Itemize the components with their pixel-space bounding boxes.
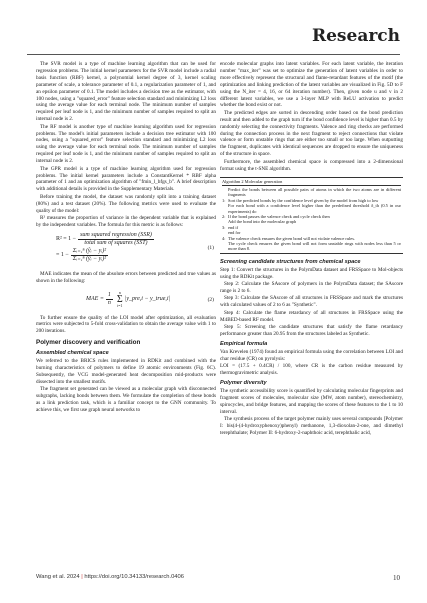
- paragraph-mae: MAE indicates the mean of the absolute errors between predicted and true values as shown in the following:: [36, 270, 216, 284]
- right-column: [220, 61, 403, 437]
- eq1-numerator2: Σᵢ₌₁ⁿ (ŷᵢ − yᵢ)²: [72, 248, 107, 255]
- eq1-denominator: total sum of squares (SST): [84, 240, 148, 247]
- left-column: [36, 61, 216, 414]
- eq2-body: |y_pre,i − y_true,i|: [124, 296, 171, 303]
- paragraph-tsne: Furthermore, the assembled chemical space is compressed into a 2-dimensional format using the t-SNE algorithm.: [220, 158, 403, 172]
- paragraph-sascore: The synthetic accessibility score is quantified by calculating molecular fingerprints and fragment scores of molecules, molecular size (MW, atom number), stereochemistry, spirocycles, and bridge features, and mapping the scores of these features to the 1 to 10 interval.: [220, 387, 403, 415]
- algo-line-number: 4:: [222, 235, 226, 241]
- eq1-numerator: sum squared regression (SSR): [80, 232, 152, 239]
- journal-name: Research: [311, 26, 400, 46]
- page-footer: [36, 574, 400, 586]
- footer-citation: [36, 574, 184, 580]
- footer-separator: |: [81, 574, 83, 580]
- page-number: 10: [393, 574, 400, 582]
- paragraph-gpr: The GPR model is a type of machine learning algorithm used for regression problems. The initial kernel parameters include a ConstantKernel * RBF alpha parameter of 1 and an optimization algorithm of "fmin_l_bfgs_b". A brief description with additional details is provided in the Supplementary Materials.: [36, 165, 216, 193]
- paragraph-cross-validation: To further ensure the quality of the LOI model after optimization, all evaluation metrics were subjected to 5-fold cross-validation to obtain the average value with 1 to 200 iterations.: [36, 314, 216, 335]
- eq2-fraction: [106, 292, 113, 307]
- algo-line: If the bond passes the valence check and cycle check then: [228, 213, 330, 219]
- paragraph-r2: R² measures the proportion of variance in the dependent variable that is explained by the independent variables. The formula for this metric is as follows:: [36, 214, 216, 228]
- sigma-icon: Σ: [116, 294, 123, 306]
- paragraph-fragment: The fragment set generated can be viewed as a molecular graph with disconnected subgraphs, lacking bonds between them. We formulate the completion of these bonds as a link prediction task, which is a familiar concept to the GNN community. To achieve this, we first use graph neural networks to: [36, 385, 216, 413]
- heading-polymer-diversity: Polymer diversity: [220, 379, 267, 386]
- heading-assembled-space: Assembled chemical space: [36, 349, 109, 356]
- step-4: Step 4: Calculate the flame retardancy of all structures in FRSSpace using the M4BED-based RF model.: [220, 309, 403, 323]
- eq2-lhs: MAE =: [86, 296, 104, 303]
- page-header: [27, 20, 400, 60]
- algo-line: For each bond with a confidence level higher than the predefined threshold δ_th (0.5 in our experiments) do: [228, 203, 401, 214]
- algo-line: end for: [228, 230, 241, 236]
- eq1-fraction2: [71, 248, 108, 263]
- eq2-sum: [117, 291, 123, 308]
- equation-r2: [36, 233, 216, 267]
- heading-empirical-formula: Empirical formula: [220, 340, 268, 347]
- step-3: Step 3: Calculate the SAscore of all structures in FRSSpace and mark the structures with calculated values of 2 to 6 as "Synthetic".: [220, 295, 403, 309]
- equation-number-2: (2): [207, 296, 214, 303]
- eq1-lhs: R² = 1 −: [56, 236, 77, 243]
- equation-mae: [36, 289, 216, 311]
- eq1-fraction: [78, 232, 154, 247]
- eq1-denominator2: Σᵢ₌₁ⁿ (ȳᵢ − yᵢ)²: [72, 256, 107, 263]
- paragraph-brics: We referred to the BRICS rules implemented in RDKit and combined with the burning characteristics of polymers to define 19 atomic environments (Fig. 6C). Subsequently, the VCG model-generated heat decomposition mid-products were dissected into the smallest motifs.: [36, 357, 216, 385]
- algo-line-number: 2:: [222, 213, 226, 219]
- eq2-denominator: n: [107, 300, 111, 307]
- paragraph-split: Before training the model, the dataset was randomly split into a training dataset (80%) and a test dataset (20%). The following metrics were used to evaluate the quality of the model:: [36, 193, 216, 214]
- paragraph-predicted-edges: The predicted edges are sorted in descending order based on the bond prediction result and then added to the graph turn if the bond confidence level is higher than 0.5 by randomly selecting the connectivity fragments. Valence and ring checks are performed during the connection process in the next fragment to reject connections that violate valence or form unstable rings that are either too small or too large. When outputting the fragment, duplicates with identical sequences are dropped to ensure the uniqueness of the structure in space.: [220, 109, 403, 158]
- eq2-sum-top: n: [118, 291, 121, 296]
- citation-text: Wang et al. 2024: [36, 574, 80, 580]
- algo-line: Add the bond into the molecular graph: [228, 219, 297, 225]
- paragraph-svr: The SVR model is a type of machine learning algorithm that can be used for regression problems. The initial kernel parameters for the SVR model include a radial basis function (RBF) kernel, a polynomial kernel degree of 3, kernel scaling parameter of scale, a tolerance parameter of 0.1, a regularization parameter of 1, and an epsilon parameter of 0.1. The model includes a decision tree as the estimator, with 100 nodes, using a "squared_error" feature selection standard and minimizing L2 loss using the average value for each terminal node. The minimum number of samples required per leaf node is 1, and the minimum number of samples required to split an internal node is 2.: [36, 61, 216, 123]
- algo-line: Sort the predicted bonds by the confidence level given by the model from high to low: [228, 197, 379, 203]
- algorithm-title: Algorithm 2 Molecular generation: [222, 179, 401, 186]
- algorithm-box: [220, 177, 403, 254]
- algo-line: The cycle check ensures the given bond will not form unstable rings with nodes less than 5 or more than 8.: [228, 240, 401, 252]
- heading-screening: Screening candidate structures from chemical space: [220, 258, 361, 265]
- algo-line: end if: [228, 224, 239, 230]
- paragraph-encode: encode molecular graphs into latent variables. For each latent variable, the iteration number "max_iter" was set to optimize the generation of latent variables in order to more effectively represent the structural and flame-retardant features of the motif (the optimization and linking prediction of the latent variables are visualized in Fig. 5D to F using the N_iter = 4, 16, or 64 iteration number). Then, given node u and v in 2 different latent variables, we use a 3-layer MLP with ReLU activation to predict whether the bond exist or not.: [220, 61, 403, 109]
- doi-link[interactable]: https://doi.org/10.34133/research.0406: [84, 574, 184, 580]
- paragraph-van-krevelen: Van Krevelen (1974) found an empirical formula using the correlation between LOI and char residue (CR) on pyrolysis:: [220, 348, 403, 362]
- heading-polymer-discovery: Polymer discovery and verification: [36, 339, 141, 347]
- header-rule: [27, 54, 400, 55]
- paragraph-synthesis: The synthesis process of the target polymer mainly uses several compounds [Polymer I: bis(4-(4-hydroxyphenoxy)phenyl) methanone, 1,3-dioxolan-2-one, and dimethyl terephthalate; Polymer II: 6-hydroxy-2-naphthoic acid, terephthalic acid,: [220, 416, 403, 436]
- step-1: Step 1: Convert the structures in the PolymData dataset and FRSSpace to Mol-objects using the RDKit package.: [220, 266, 403, 280]
- algo-line: The valence check ensures the given bond will not violate valence rules.: [228, 235, 356, 241]
- formula-loi: LOI = (17.5 + 0.4CR) / 100, where CR is the carbon residue measured by thermogravimetric analysis.: [220, 363, 403, 377]
- equation-number-1: (1): [207, 244, 214, 251]
- algo-line-number: 1:: [222, 197, 226, 203]
- eq2-numerator: 1: [107, 292, 111, 299]
- eq2-sum-bottom: i=1: [117, 304, 123, 309]
- algo-line: Predict the bonds between all possible pairs of atoms in which the two atoms are in different fragments: [228, 186, 401, 198]
- algo-line-number: 3:: [222, 224, 226, 230]
- step-5: Step 5: Screening the candidate structures that satisfy the flame retardancy performance greater than 20.95 from the structures labeled as Synthetic.: [220, 324, 403, 337]
- step-2: Step 2: Calculate the SAscore of polymers in the PolymData dataset; the SAscore range is 2 to 6.: [220, 281, 403, 294]
- paragraph-rf: The RF model is another type of machine learning algorithm used for regression problems. The model's initial parameters include a decision tree estimator with 100 nodes, using a "squared_error" feature selection standard and minimizing L2 loss using the average value for each terminal node. The minimum number of samples required per leaf node is 1, and the minimum number of samples required to split an internal node is 2.: [36, 123, 216, 165]
- eq1-lhs2: = 1 −: [56, 252, 69, 259]
